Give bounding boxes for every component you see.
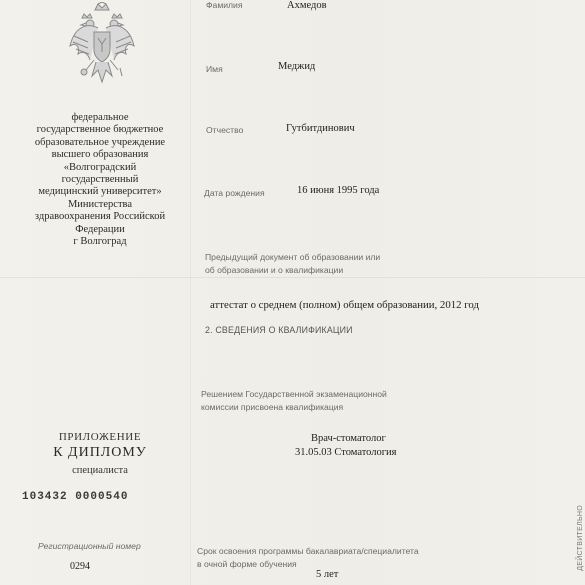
- coat-of-arms-emblem: [68, 2, 136, 94]
- appendix-level: специалиста: [72, 465, 128, 476]
- name-value: Меджид: [278, 61, 316, 72]
- prev-doc-label-line1: Предыдущий документ об образовании или: [205, 252, 381, 262]
- institution-line: медицинский университет»: [38, 186, 162, 198]
- institution-name: [10, 112, 190, 248]
- institution-line: федеральное: [71, 112, 129, 123]
- patronymic-label: Отчество: [206, 125, 244, 135]
- term-label-line1: Срок освоения программы бакалавриата/специалитета: [197, 546, 419, 556]
- qualification-value: Врач-стоматолог: [311, 433, 386, 444]
- specialty-value: 31.05.03 Стоматология: [295, 447, 397, 458]
- dob-value: 16 июня 1995 года: [297, 185, 380, 196]
- section-qualification-heading: 2. СВЕДЕНИЯ О КВАЛИФИКАЦИИ: [205, 325, 353, 335]
- surname-label: Фамилия: [206, 0, 243, 10]
- institution-line: высшего образования: [51, 149, 149, 161]
- appendix-title: ПРИЛОЖЕНИЕ: [58, 431, 142, 443]
- diploma-number: 103432 0000540: [22, 491, 129, 503]
- institution-line: Министерства: [67, 198, 133, 210]
- qualification-label-line2: комиссии присвоена квалификация: [201, 402, 344, 412]
- institution-line: государственное бюджетное: [36, 124, 164, 136]
- fold-line-vertical: [190, 0, 191, 585]
- appendix-heading: [10, 431, 190, 476]
- prev-doc-value: аттестат о среднем (полном) общем образовании, 2012 год: [210, 299, 479, 311]
- term-value: 5 лет: [316, 569, 339, 580]
- institution-line: Федерации: [75, 223, 125, 235]
- institution-line: г Волгоград: [73, 236, 127, 248]
- fold-line-horizontal: [0, 277, 585, 278]
- edge-validity-text: ДЕЙСТВИТЕЛЬНО: [577, 505, 584, 571]
- institution-line: здравоохранения Российской: [34, 211, 166, 223]
- institution-line: образовательное учреждение: [34, 136, 166, 148]
- prev-doc-label-line2: об образовании и о квалификации: [205, 265, 344, 275]
- surname-value: Ахмедов: [287, 0, 327, 11]
- patronymic-value: Гутбитдинович: [286, 123, 355, 134]
- qualification-label-line1: Решением Государственной экзаменационной: [201, 389, 387, 399]
- institution-line: «Волгоградский: [63, 161, 137, 173]
- dob-label: Дата рождения: [204, 188, 265, 198]
- name-label: Имя: [206, 64, 223, 74]
- institution-line: государственный: [61, 174, 139, 186]
- registration-number-label: Регистрационный номер: [38, 541, 141, 551]
- term-label-line2: в очной форме обучения: [197, 559, 297, 569]
- appendix-subtitle: К ДИПЛОМУ: [53, 445, 147, 460]
- registration-number: 0294: [70, 561, 90, 572]
